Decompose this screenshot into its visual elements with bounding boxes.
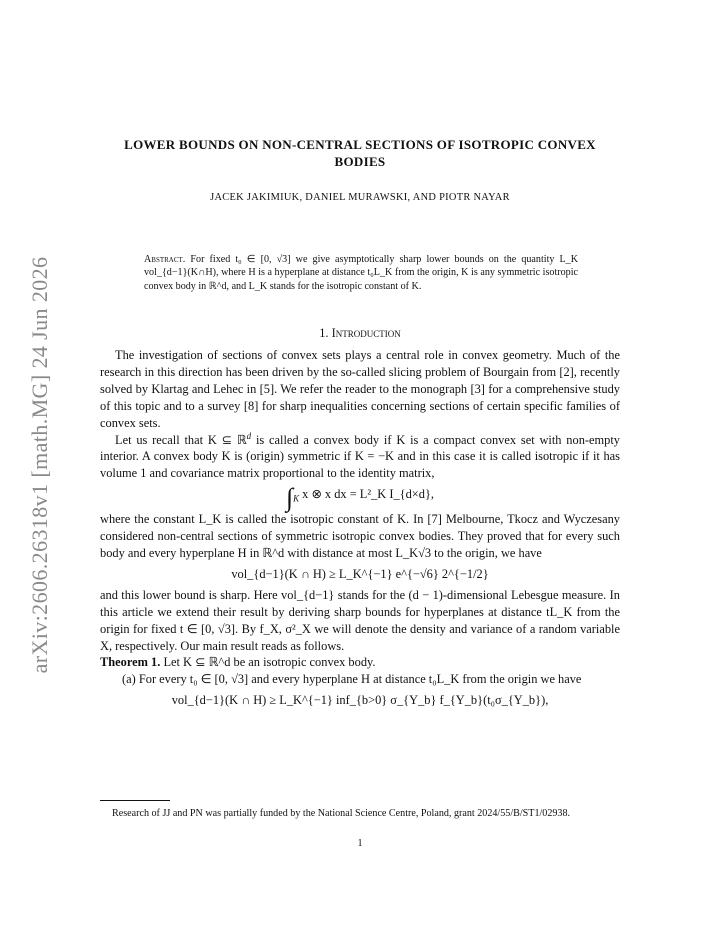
theorem-item-a-text: For every t₀ ∈ [0, √3] and every hyperplane H at distance t₀L_K from the origin we have xyxy=(138,672,582,687)
equation-isotropy xyxy=(100,483,620,513)
paper-authors: JACEK JAKIMIUK, DANIEL MURAWSKI, AND PIOTR NAYAR xyxy=(210,192,510,203)
theorem-item-a-label: (a) xyxy=(122,672,136,687)
dimension-superscript: d xyxy=(246,430,252,441)
arxiv-identifier-stamp: arXiv:2606.26318v1 [math.MG] 24 Jun 2026 xyxy=(27,256,52,674)
definition-text-end: is called a convex body if K is a compact convex set with non-empty interior. A convex body K is (origin) symmetric if K = −K and in this case it is called isotropic if it has volume 1 and covariance matrix proportional to the identity matrix, xyxy=(100,432,620,481)
integral-sign: ∫ xyxy=(285,483,294,513)
footnote-rule xyxy=(100,800,170,801)
abstract-text: For fixed t₀ ∈ [0, √3] we give asymptotically sharp lower bounds on the quantity L_K vol_{d−1}(K∩H), where H is a hyperplane at distance t₀L_K from the origin, K is any symmetric isotropic convex body in ℝ^d, and L_K stands for the isotropic constant of K. xyxy=(144,254,579,292)
definition-text-start: Let us recall that K ⊆ ℝ xyxy=(115,432,247,447)
funding-footnote: Research of JJ and PN was partially funded by the National Science Centre, Poland, grant 2024/55/B/ST1/02938. xyxy=(112,808,571,819)
equation-main-bound: vol_{d−1}(K ∩ H) ≥ L_K^{−1} inf_{b>0} σ_{Y_b} f_{Y_b}(t₀σ_{Y_b}), xyxy=(171,693,549,708)
section-body xyxy=(100,347,620,713)
theorem-label: Theorem 1. xyxy=(100,655,161,670)
equation-isotropy-body: x ⊗ x dx = L²_K I_{d×d}, xyxy=(302,487,435,502)
equation-lower-bound: vol_{d−1}(K ∩ H) ≥ L_K^{−1} e^{−√6} 2^{−1/2} xyxy=(231,566,489,581)
paragraph-contribution: and this lower bound is sharp. Here vol_{d−1} stands for the (d − 1)-dimensional Lebesgue measure. In this article we extend their result by deriving sharp bounds for hyperplanes at distance tL_K from the origin for fixed t ∈ [0, √3]. By f_X, σ²_X we will denote the density and variance of a random variable X, respectively. Our main result reads as follows. xyxy=(100,587,620,653)
section-number: 1. xyxy=(319,326,329,340)
paper-title: LOWER BOUNDS ON NON-CENTRAL SECTIONS OF ISOTROPIC CONVEX BODIES xyxy=(124,137,596,169)
paragraph-intro: The investigation of sections of convex sets plays a central role in convex geometry. Much of the research in this direction has been driven by the so-called slicing problem of Bourgain from [2], recently solved by Klartag and Lehec in [5]. We refer the reader to the monograph [3] for a comprehensive study of this topic and to a survey [8] for sharp inequalities concerning sections of certain specific families of convex sets. xyxy=(100,348,620,430)
page-number: 1 xyxy=(357,838,363,849)
paragraph-definition xyxy=(100,432,620,483)
section-title: Introduction xyxy=(331,326,401,340)
theorem-item-a xyxy=(100,671,620,688)
theorem-text: Let K ⊆ ℝ^d be an isotropic convex body. xyxy=(163,655,376,670)
theorem-statement xyxy=(100,654,620,671)
abstract-label: Abstract. xyxy=(144,254,186,265)
section-heading xyxy=(100,325,620,342)
abstract xyxy=(144,253,578,293)
integral-domain: K xyxy=(293,493,300,504)
paragraph-prior-result: where the constant L_K is called the isotropic constant of K. In [7] Melbourne, Tkocz and Wyczesany considered non-central sections of symmetric isotropic convex bodies. They proved that for every such body and every hyperplane H in ℝ^d with distance at most L_K√3 to the origin, we have xyxy=(100,512,620,560)
